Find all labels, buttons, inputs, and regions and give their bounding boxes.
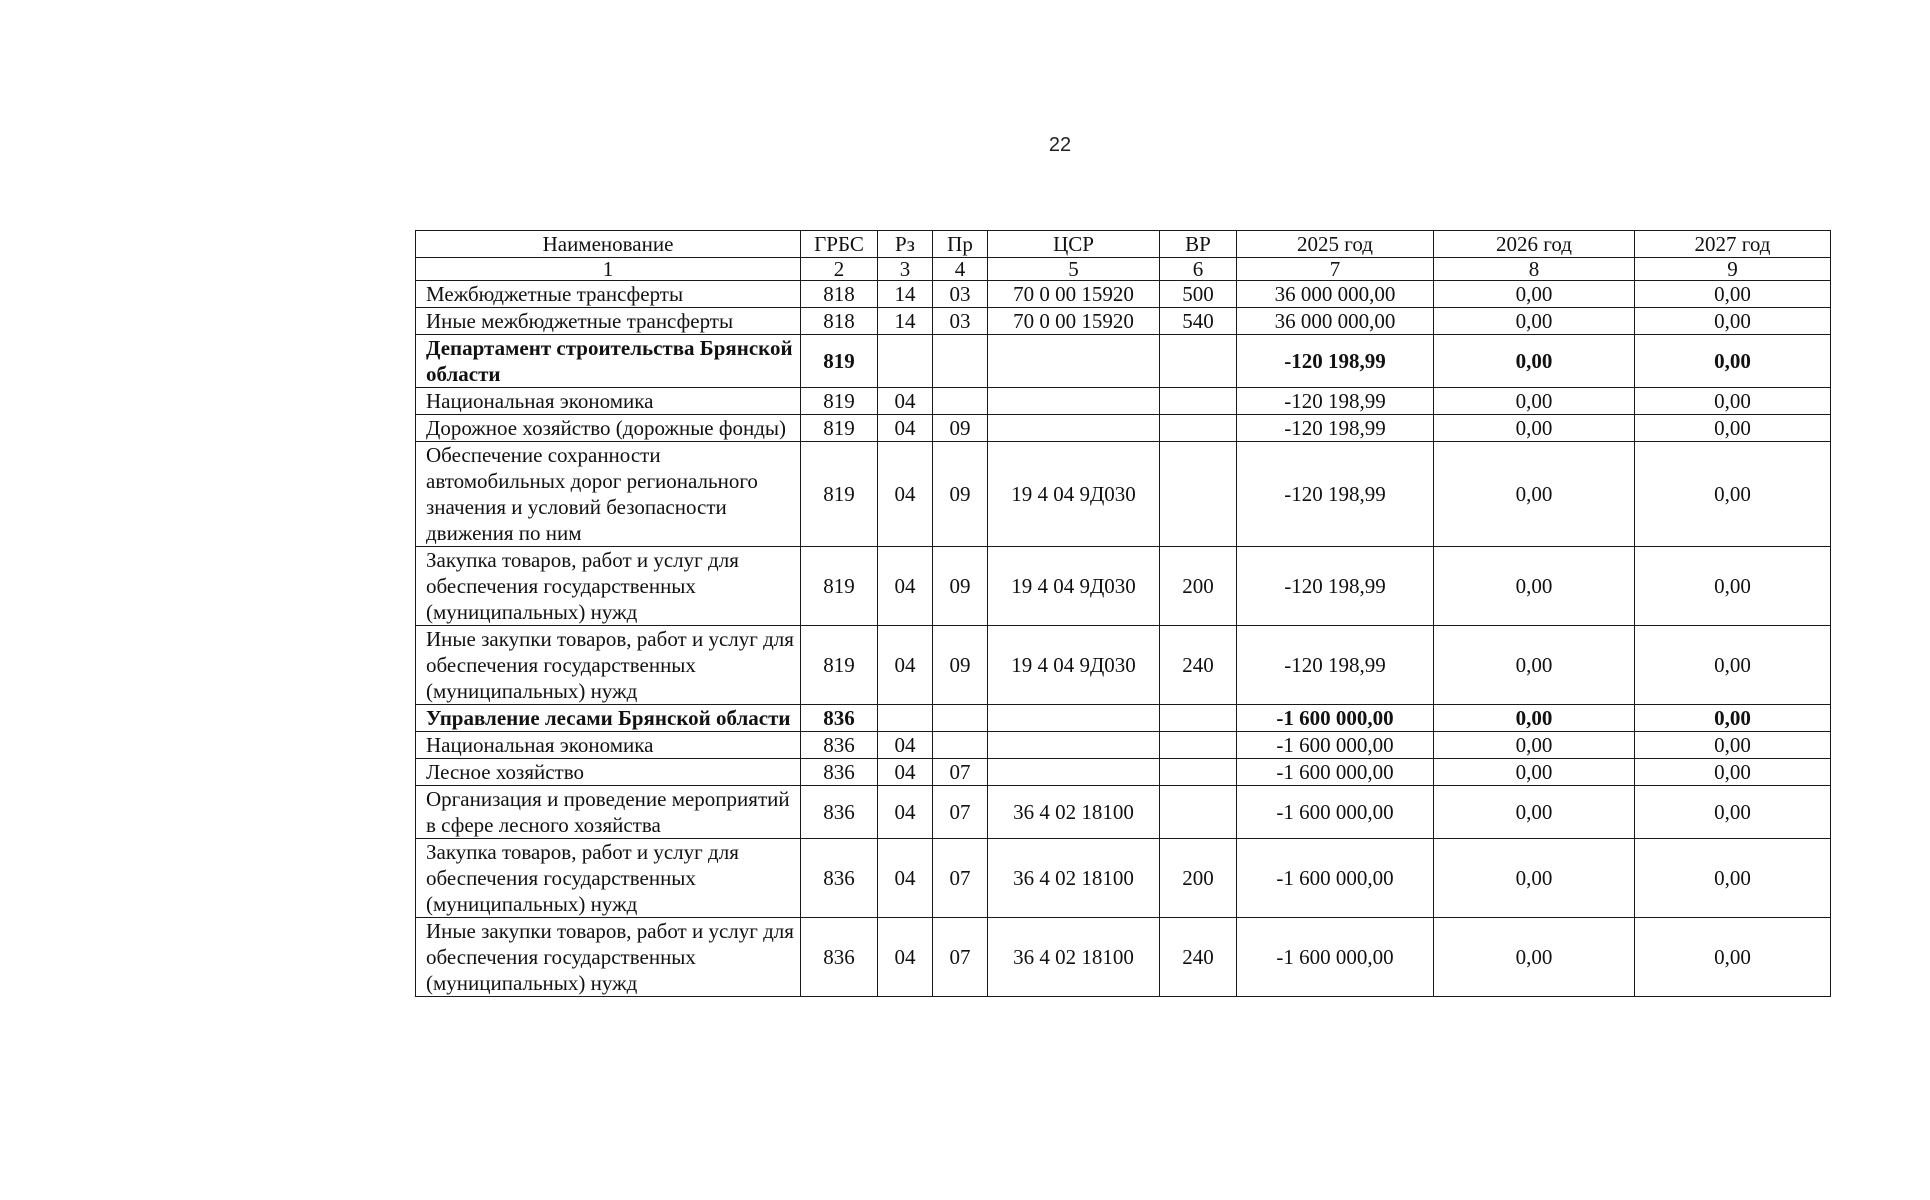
column-header-vr: ВР — [1160, 231, 1237, 258]
cell-grbs: 819 — [801, 547, 878, 626]
cell-y2027: 0,00 — [1635, 415, 1831, 442]
cell-name: Лесное хозяйство — [416, 759, 801, 786]
cell-pr: 03 — [933, 308, 988, 335]
cell-y2026: 0,00 — [1434, 388, 1635, 415]
table-row — [416, 786, 1831, 839]
cell-y2027: 0,00 — [1635, 705, 1831, 732]
cell-pr: 09 — [933, 547, 988, 626]
cell-pr — [933, 388, 988, 415]
column-header-pr: Пр — [933, 231, 988, 258]
table-row — [416, 442, 1831, 547]
table-row — [416, 308, 1831, 335]
header-row — [416, 231, 1831, 258]
column-number-row — [416, 258, 1831, 281]
cell-csr — [988, 759, 1160, 786]
table-body — [416, 281, 1831, 997]
cell-y2026: 0,00 — [1434, 442, 1635, 547]
cell-rz: 04 — [878, 786, 933, 839]
cell-y2026: 0,00 — [1434, 705, 1635, 732]
cell-y2027: 0,00 — [1635, 547, 1831, 626]
table-row — [416, 839, 1831, 918]
column-number-csr: 5 — [988, 258, 1160, 281]
column-header-csr: ЦСР — [988, 231, 1160, 258]
cell-y2027: 0,00 — [1635, 281, 1831, 308]
cell-y2025: -120 198,99 — [1237, 415, 1434, 442]
cell-vr: 200 — [1160, 839, 1237, 918]
cell-y2025: -120 198,99 — [1237, 335, 1434, 388]
table-row — [416, 759, 1831, 786]
cell-rz: 14 — [878, 308, 933, 335]
cell-vr — [1160, 705, 1237, 732]
cell-vr — [1160, 786, 1237, 839]
cell-pr: 07 — [933, 759, 988, 786]
cell-name: Дорожное хозяйство (дорожные фонды) — [416, 415, 801, 442]
cell-name: Иные закупки товаров, работ и услуг для обеспечения государственных (муниципальных) нужд — [416, 626, 801, 705]
cell-name: Закупка товаров, работ и услуг для обеспечения государственных (муниципальных) нужд — [416, 839, 801, 918]
cell-name: Департамент строительства Брянской области — [416, 335, 801, 388]
cell-y2026: 0,00 — [1434, 759, 1635, 786]
cell-csr — [988, 415, 1160, 442]
cell-y2026: 0,00 — [1434, 281, 1635, 308]
cell-rz: 04 — [878, 547, 933, 626]
cell-csr — [988, 705, 1160, 732]
table-row — [416, 732, 1831, 759]
column-header-y2025: 2025 год — [1237, 231, 1434, 258]
column-number-rz: 3 — [878, 258, 933, 281]
cell-pr: 07 — [933, 786, 988, 839]
cell-grbs: 836 — [801, 786, 878, 839]
cell-y2026: 0,00 — [1434, 839, 1635, 918]
table-row — [416, 415, 1831, 442]
cell-y2025: -1 600 000,00 — [1237, 759, 1434, 786]
cell-vr: 200 — [1160, 547, 1237, 626]
column-number-y2026: 8 — [1434, 258, 1635, 281]
cell-rz: 04 — [878, 759, 933, 786]
column-number-y2027: 9 — [1635, 258, 1831, 281]
cell-pr: 03 — [933, 281, 988, 308]
cell-grbs: 836 — [801, 839, 878, 918]
cell-name: Национальная экономика — [416, 388, 801, 415]
cell-y2027: 0,00 — [1635, 839, 1831, 918]
cell-name: Обеспечение сохранности автомобильных дорог регионального значения и условий безопасности движения по ним — [416, 442, 801, 547]
cell-csr: 36 4 02 18100 — [988, 786, 1160, 839]
cell-rz: 04 — [878, 839, 933, 918]
cell-vr: 540 — [1160, 308, 1237, 335]
cell-y2025: -1 600 000,00 — [1237, 918, 1434, 997]
column-number-name: 1 — [416, 258, 801, 281]
cell-pr: 07 — [933, 839, 988, 918]
cell-y2027: 0,00 — [1635, 759, 1831, 786]
column-number-grbs: 2 — [801, 258, 878, 281]
cell-y2025: -1 600 000,00 — [1237, 786, 1434, 839]
cell-pr: 09 — [933, 415, 988, 442]
budget-table — [415, 230, 1831, 997]
cell-vr — [1160, 388, 1237, 415]
cell-y2025: -120 198,99 — [1237, 442, 1434, 547]
cell-grbs: 818 — [801, 308, 878, 335]
cell-y2025: -1 600 000,00 — [1237, 705, 1434, 732]
cell-y2025: -120 198,99 — [1237, 388, 1434, 415]
cell-y2025: -120 198,99 — [1237, 547, 1434, 626]
cell-rz: 04 — [878, 918, 933, 997]
cell-y2026: 0,00 — [1434, 918, 1635, 997]
cell-grbs: 836 — [801, 759, 878, 786]
table-row — [416, 281, 1831, 308]
cell-y2026: 0,00 — [1434, 547, 1635, 626]
cell-rz: 04 — [878, 626, 933, 705]
cell-rz: 04 — [878, 732, 933, 759]
cell-rz — [878, 335, 933, 388]
column-header-y2026: 2026 год — [1434, 231, 1635, 258]
cell-grbs: 819 — [801, 415, 878, 442]
cell-csr — [988, 335, 1160, 388]
cell-y2025: 36 000 000,00 — [1237, 308, 1434, 335]
cell-grbs: 819 — [801, 388, 878, 415]
cell-y2027: 0,00 — [1635, 786, 1831, 839]
cell-vr: 240 — [1160, 626, 1237, 705]
cell-vr: 500 — [1160, 281, 1237, 308]
cell-name: Национальная экономика — [416, 732, 801, 759]
cell-pr — [933, 732, 988, 759]
cell-csr: 19 4 04 9Д030 — [988, 547, 1160, 626]
cell-pr — [933, 335, 988, 388]
cell-vr: 240 — [1160, 918, 1237, 997]
cell-rz: 14 — [878, 281, 933, 308]
cell-pr: 07 — [933, 918, 988, 997]
cell-y2025: -1 600 000,00 — [1237, 732, 1434, 759]
cell-y2027: 0,00 — [1635, 335, 1831, 388]
column-number-y2025: 7 — [1237, 258, 1434, 281]
cell-name: Закупка товаров, работ и услуг для обеспечения государственных (муниципальных) нужд — [416, 547, 801, 626]
column-header-rz: Рз — [878, 231, 933, 258]
column-header-grbs: ГРБС — [801, 231, 878, 258]
cell-name: Управление лесами Брянской области — [416, 705, 801, 732]
cell-pr — [933, 705, 988, 732]
column-number-vr: 6 — [1160, 258, 1237, 281]
cell-y2027: 0,00 — [1635, 918, 1831, 997]
cell-y2026: 0,00 — [1434, 308, 1635, 335]
cell-vr — [1160, 759, 1237, 786]
table-row — [416, 547, 1831, 626]
cell-y2026: 0,00 — [1434, 732, 1635, 759]
cell-grbs: 819 — [801, 626, 878, 705]
cell-rz — [878, 705, 933, 732]
table-row — [416, 705, 1831, 732]
cell-y2025: 36 000 000,00 — [1237, 281, 1434, 308]
cell-y2026: 0,00 — [1434, 415, 1635, 442]
cell-y2027: 0,00 — [1635, 388, 1831, 415]
cell-grbs: 819 — [801, 335, 878, 388]
cell-csr: 70 0 00 15920 — [988, 308, 1160, 335]
cell-rz: 04 — [878, 388, 933, 415]
table-row — [416, 388, 1831, 415]
cell-vr — [1160, 415, 1237, 442]
cell-name: Иные межбюджетные трансферты — [416, 308, 801, 335]
page-number: 22 — [1048, 134, 1072, 156]
cell-csr: 70 0 00 15920 — [988, 281, 1160, 308]
cell-grbs: 836 — [801, 705, 878, 732]
cell-csr: 19 4 04 9Д030 — [988, 626, 1160, 705]
cell-csr: 36 4 02 18100 — [988, 918, 1160, 997]
cell-y2026: 0,00 — [1434, 626, 1635, 705]
cell-csr — [988, 388, 1160, 415]
table-row — [416, 626, 1831, 705]
cell-csr: 19 4 04 9Д030 — [988, 442, 1160, 547]
cell-pr: 09 — [933, 442, 988, 547]
cell-vr — [1160, 335, 1237, 388]
cell-grbs: 836 — [801, 918, 878, 997]
cell-grbs: 818 — [801, 281, 878, 308]
cell-name: Организация и проведение мероприятий в сфере лесного хозяйства — [416, 786, 801, 839]
cell-grbs: 836 — [801, 732, 878, 759]
table-row — [416, 918, 1831, 997]
cell-y2027: 0,00 — [1635, 626, 1831, 705]
cell-y2027: 0,00 — [1635, 308, 1831, 335]
cell-rz: 04 — [878, 442, 933, 547]
cell-vr — [1160, 732, 1237, 759]
cell-y2025: -1 600 000,00 — [1237, 839, 1434, 918]
column-header-y2027: 2027 год — [1635, 231, 1831, 258]
column-header-name: Наименование — [416, 231, 801, 258]
cell-rz: 04 — [878, 415, 933, 442]
cell-y2025: -120 198,99 — [1237, 626, 1434, 705]
column-number-pr: 4 — [933, 258, 988, 281]
cell-grbs: 819 — [801, 442, 878, 547]
cell-pr: 09 — [933, 626, 988, 705]
cell-y2026: 0,00 — [1434, 786, 1635, 839]
cell-csr: 36 4 02 18100 — [988, 839, 1160, 918]
cell-y2026: 0,00 — [1434, 335, 1635, 388]
cell-vr — [1160, 442, 1237, 547]
cell-name: Иные закупки товаров, работ и услуг для обеспечения государственных (муниципальных) нужд — [416, 918, 801, 997]
cell-y2027: 0,00 — [1635, 442, 1831, 547]
cell-name: Межбюджетные трансферты — [416, 281, 801, 308]
table-row — [416, 335, 1831, 388]
cell-y2027: 0,00 — [1635, 732, 1831, 759]
cell-csr — [988, 732, 1160, 759]
